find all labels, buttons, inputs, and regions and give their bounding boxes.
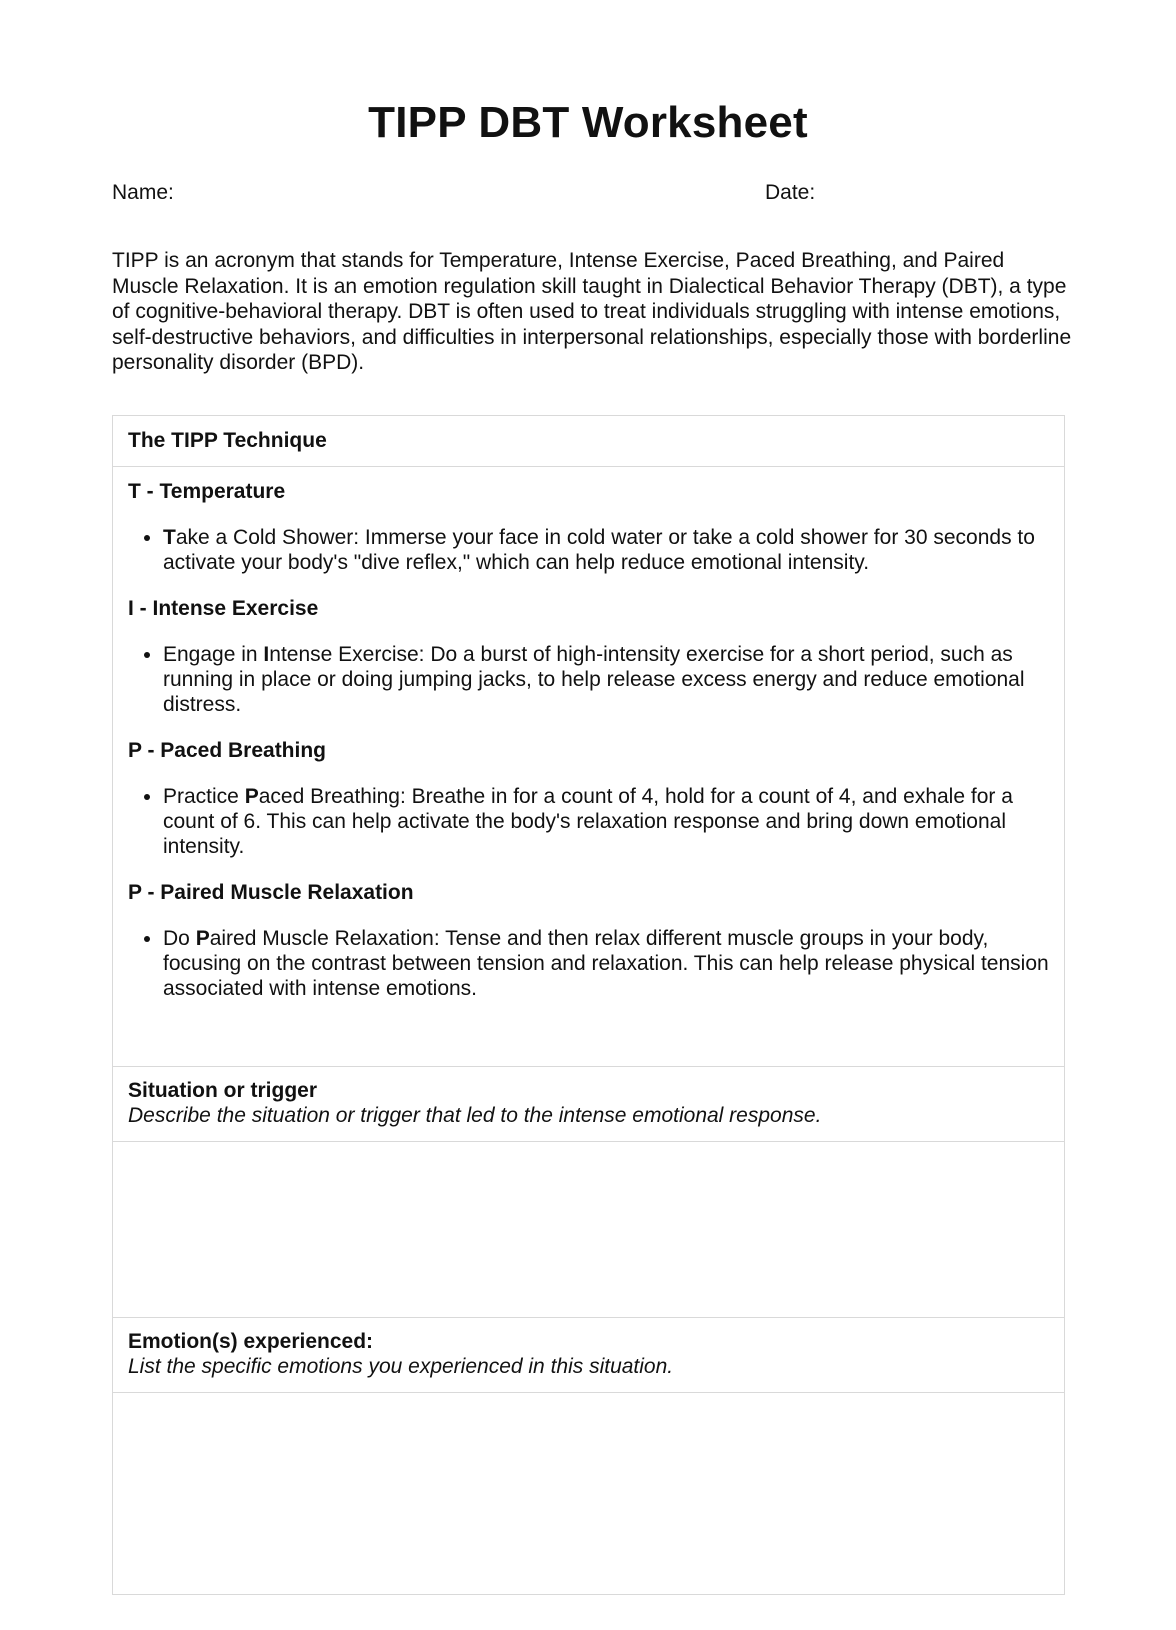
- name-label: Name:: [112, 181, 174, 204]
- worksheet-table: [112, 415, 1065, 1595]
- section-temperature-title: T - Temperature: [128, 480, 286, 503]
- section-exercise-title: I - Intense Exercise: [128, 597, 319, 620]
- emotions-description: List the specific emotions you experienced in this situation.: [128, 1355, 674, 1378]
- page-title: TIPP DBT Worksheet: [368, 98, 808, 147]
- technique-content: [113, 467, 1064, 1067]
- list-item: • Take a Cold Shower: Immerse your face in cold water or take a cold shower for 30 seconds to activate your body's "dive reflex," which can help reduce emotional intensity.: [163, 525, 1049, 575]
- emotions-answer-area[interactable]: [113, 1393, 1064, 1594]
- situation-description: Describe the situation or trigger that led to the intense emotional response.: [128, 1104, 822, 1127]
- section-breathing-list: [128, 784, 1049, 859]
- list-item: • Do Paired Muscle Relaxation: Tense and then relax different muscle groups in your body, focusing on the contrast between tension and relaxation. This can help release physical tension associated with intense emotions.: [163, 926, 1049, 1001]
- section-exercise-list: [128, 642, 1049, 717]
- list-item: • Engage in Intense Exercise: Do a burst of high-intensity exercise for a short period, such as running in place or doing jumping jacks, to help release excess energy and reduce emotional distress.: [163, 642, 1049, 717]
- situation-answer-area[interactable]: [113, 1142, 1064, 1318]
- section-temperature-list: [128, 525, 1049, 575]
- technique-header: The TIPP Technique: [113, 416, 1064, 467]
- date-label: Date:: [765, 181, 816, 204]
- section-muscle-title: P - Paired Muscle Relaxation: [128, 881, 414, 904]
- situation-title: Situation or trigger: [128, 1079, 317, 1102]
- situation-prompt: [113, 1067, 1064, 1142]
- emotions-prompt: [113, 1318, 1064, 1393]
- intro-paragraph: TIPP is an acronym that stands for Temperature, Intense Exercise, Paced Breathing, and Paired Muscle Relaxation. It is an emotion regulation skill taught in Dialectical Behavior Therapy (DBT), a type of cognitive-behavioral therapy. DBT is often used to treat individuals struggling with intense emotions, self-destructive behaviors, and difficulties in interpersonal relationships, especially those with borderline personality disorder (BPD).: [112, 249, 1072, 374]
- emotions-title: Emotion(s) experienced:: [128, 1330, 374, 1353]
- section-breathing-title: P - Paced Breathing: [128, 739, 327, 762]
- list-item: • Practice Paced Breathing: Breathe in for a count of 4, hold for a count of 4, and exhale for a count of 6. This can help activate the body's relaxation response and bring down emotional intensity.: [163, 784, 1049, 859]
- section-muscle-list: [128, 926, 1049, 1001]
